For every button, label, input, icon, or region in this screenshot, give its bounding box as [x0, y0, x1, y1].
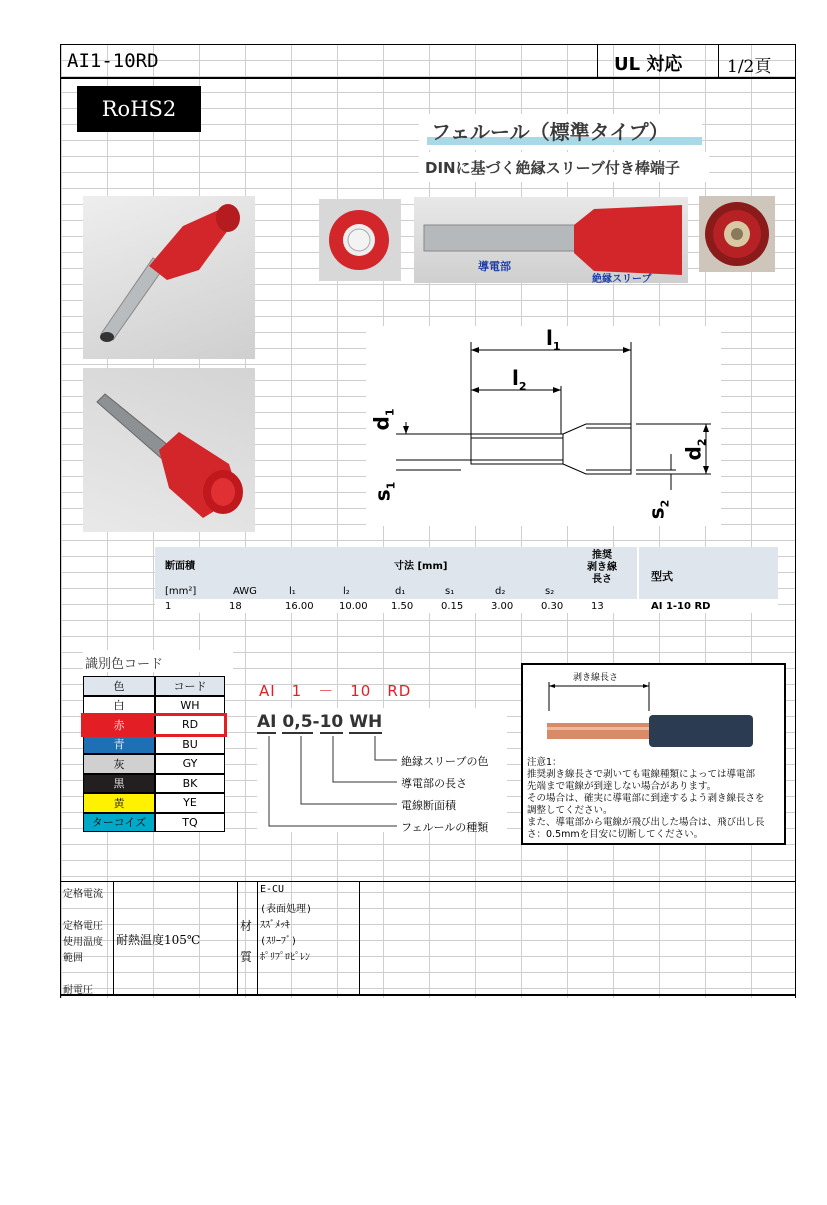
temp-value: 耐熱温度105℃: [116, 933, 201, 947]
bottom-table-bottom: [61, 994, 795, 996]
dim-l1: $l_1$: [546, 326, 561, 353]
color-code-gy: GY: [155, 754, 225, 774]
code-part-color: WH: [349, 712, 383, 732]
spec-col-5: s₁: [445, 586, 455, 597]
rated-voltage-label: 定格電圧: [63, 921, 103, 932]
bottom-table-top: [61, 881, 795, 882]
model-number: AI1-10RD: [67, 50, 159, 72]
legend-sleeve-color: 絶縁スリーブの色: [401, 755, 489, 768]
spec-col-2: l₁: [289, 586, 296, 597]
cross-section-header: 断面積: [165, 561, 195, 572]
color-name-gy: 灰: [83, 754, 155, 774]
note-text: [527, 769, 785, 841]
spec-cell-2: 16.00: [285, 601, 314, 612]
bottom-divider-1: [113, 881, 114, 994]
product-subtitle: DINに基づく絶縁スリーブ付き棒端子: [425, 159, 680, 177]
header-divider-2: [718, 44, 719, 78]
color-code-bk: BK: [155, 774, 225, 794]
spec-cell-8: 13: [591, 601, 604, 612]
bottom-divider-4: [359, 881, 360, 994]
color-code-ye: YE: [155, 793, 225, 813]
temp-range-label: 使用温度: [63, 937, 103, 948]
dim-l2: $l_2$: [512, 366, 527, 393]
legend-cross-section: 電線断面積: [401, 799, 456, 812]
spec-table-divider: [637, 547, 639, 617]
color-code-bu: BU: [155, 735, 225, 755]
ul-compliance: UL 対応: [614, 54, 683, 75]
color-code-rd: RD: [155, 715, 225, 735]
color-name-bu: 青: [83, 735, 155, 755]
material-label-2: 質: [240, 950, 253, 964]
note-line-4: また、導電部から電線が飛び出した場合は、飛び出し長: [527, 817, 765, 828]
legend-ferrule-type: フェルールの種類: [401, 821, 489, 834]
product-title: フェルール（標準タイプ）: [431, 120, 669, 144]
code-part-length: 10: [319, 712, 344, 732]
legend-conductor-length: 導電部の長さ: [401, 777, 467, 790]
color-header-code: コード: [155, 676, 225, 696]
note-line-3: 調整してください。: [527, 805, 613, 816]
product-photo-end: [319, 199, 401, 281]
color-name-wh: 白: [83, 696, 155, 716]
model-header: 型式: [651, 570, 673, 583]
dim-s2: $s_2$: [644, 499, 672, 520]
note-line-1: 先端まで電線が到達しない場合があります。: [527, 781, 717, 792]
material-line-5: ﾎﾟﾘﾌﾟﾛﾋﾟﾚﾝ: [260, 952, 310, 963]
spec-cell-1: 18: [229, 601, 242, 612]
model-value: AI 1-10 RD: [651, 601, 711, 612]
dim-d2: $d_2$: [681, 438, 709, 461]
product-photo-end-2: [699, 196, 775, 272]
material-line-4: (ｽﾘｰﾌﾞ): [260, 936, 298, 947]
code-part-ai: AI: [257, 712, 277, 732]
title-block: [419, 114, 702, 150]
spec-cell-7: 0.30: [541, 601, 564, 612]
code-part-dash: -: [312, 712, 320, 732]
dim-d1: $d_1$: [369, 408, 397, 431]
subtitle-block: [419, 152, 709, 182]
spec-col-6: d₂: [495, 586, 506, 597]
spec-col-0: [mm²]: [165, 586, 197, 597]
spec-col-3: l₂: [343, 586, 350, 597]
color-code-tq: TQ: [155, 813, 225, 833]
note-line-5: さ：0.5mmを目安に切断してください。: [527, 829, 704, 840]
header-divider: [597, 44, 598, 78]
color-header-name: 色: [83, 676, 155, 696]
selected-color-highlight: [81, 713, 227, 737]
rated-current-label: 定格電流: [63, 889, 103, 900]
spec-cell-3: 10.00: [339, 601, 368, 612]
spec-cell-6: 3.00: [491, 601, 514, 612]
color-code-title: 識別色コード: [85, 657, 164, 672]
conductor-label: 導電部: [478, 260, 511, 273]
note-title: 注意1：: [527, 757, 562, 768]
color-name-ye: 黄: [83, 793, 155, 813]
dimensions-header: 寸法 [mm]: [394, 561, 448, 572]
note-line-2: その場合は、確実に導電部に到達するよう剥き線長さを: [527, 793, 765, 804]
spec-col-7: s₂: [545, 586, 555, 597]
spec-cell-4: 1.50: [391, 601, 414, 612]
spec-sheet: [60, 44, 796, 998]
header-border: [61, 77, 795, 79]
code-part-section: 0,5: [282, 712, 313, 732]
sleeve-label: 絶縁スリーブ: [592, 274, 652, 283]
product-photo-top: [83, 196, 255, 359]
withstand-voltage-label: 耐電圧: [63, 985, 93, 996]
strip-length-label: 剥き線長さ: [573, 673, 619, 683]
spec-cell-0: 1: [165, 601, 172, 612]
model-code-red: AI 1 － 10 RD: [259, 682, 412, 700]
page-number: 1/2頁: [727, 57, 772, 77]
dim-s1: $s_1$: [370, 481, 398, 502]
bottom-divider-3: [257, 881, 258, 994]
color-code-wh: WH: [155, 696, 225, 716]
dimension-drawing: [366, 326, 721, 526]
strip-note-box: [521, 663, 786, 845]
material-line-2: (表面処理): [260, 904, 313, 915]
color-name-tq: ターコイズ: [83, 813, 155, 833]
spec-col-4: d₁: [395, 586, 406, 597]
bottom-divider-2: [237, 881, 238, 994]
model-code-diagram: [257, 708, 507, 832]
material-label-1: 材: [240, 919, 253, 933]
material-line-1: E-CU: [260, 884, 285, 895]
spec-col-1: AWG: [233, 586, 257, 597]
product-photo-bottom: [83, 368, 255, 532]
material-line-3: ｽｽﾞﾒｯｷ: [260, 920, 290, 931]
top-border: [61, 44, 795, 45]
note-line-0: 推奨剥き線長さで剥いても電線種類によっては導電部: [527, 769, 756, 780]
color-name-rd: 赤: [83, 715, 155, 735]
spec-cell-5: 0.15: [441, 601, 464, 612]
temp-range-label-2: 範囲: [63, 953, 83, 964]
rohs-badge: RoHS2: [77, 86, 201, 132]
product-photo-side: [414, 197, 688, 283]
color-name-bk: 黒: [83, 774, 155, 794]
strip-length-header: 推奨 剥き線 長さ: [587, 550, 617, 585]
